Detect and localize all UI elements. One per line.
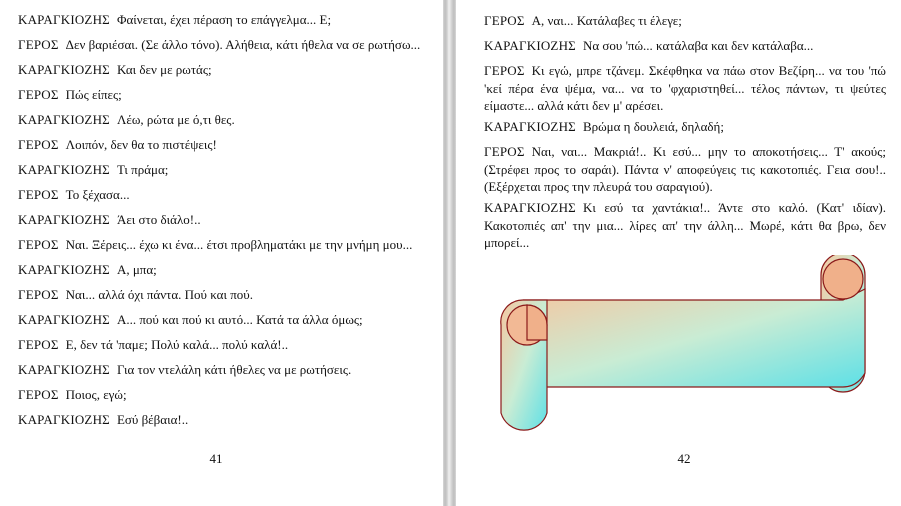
book-gutter <box>443 0 456 506</box>
speaker-name: ΓΕΡΟΣ <box>18 237 59 252</box>
dialogue-text: Ναι... αλλά όχι πάντα. Πού και πού. <box>65 287 253 302</box>
scroll-banner-icon <box>499 255 869 437</box>
dialogue-text: Για τον ντελάλη κάτι ήθελες να με ρωτήσεις. <box>116 362 352 377</box>
speaker-name: ΓΕΡΟΣ <box>484 63 525 78</box>
dialogue-text: Α... πού και πού κι αυτό... Κατά τα άλλα όμως; <box>116 312 363 327</box>
speaker-name: ΚΑΡΑΓΚΙΟΖΗΣ <box>18 12 110 27</box>
speaker-name: ΓΕΡΟΣ <box>484 13 525 28</box>
dialogue-text: Λέω, ρώτα με ό,τι θες. <box>116 112 235 127</box>
dialogue-text: Φαίνεται, έχει πέραση το επάγγελμα... Ε; <box>116 12 332 27</box>
dialogue-text: Κι εσύ τα χαντάκια!.. Άντε στο καλό. (Κατ' ιδίαν). Κακοτοπιές απ' την μια... λίρες απ' την άλλη... Μωρέ, κάτι θα βρω, δεν μπορεί... <box>484 200 886 250</box>
speaker-name: ΓΕΡΟΣ <box>18 87 59 102</box>
dialogue-text: Εσύ βέβαια!.. <box>116 412 189 427</box>
dialogue-text: Ναι. Ξέρεις... έχω κι ένα... έτσι προβληματάκι με την μνήμη μου... <box>65 237 413 252</box>
dialogue-text: Α, μπα; <box>116 262 157 277</box>
dialogue-line <box>18 337 288 353</box>
dialogue-text: Βρώμα η δουλειά, δηλαδή; <box>582 119 724 134</box>
speaker-name: ΚΑΡΑΓΚΙΟΖΗΣ <box>18 112 110 127</box>
speaker-name: ΚΑΡΑΓΚΙΟΖΗΣ <box>18 262 110 277</box>
dialogue-line <box>18 412 188 428</box>
dialogue-line <box>18 87 122 103</box>
dialogue-paragraph <box>484 199 886 252</box>
dialogue-paragraph <box>484 37 886 55</box>
dialogue-text: Άει στο διάλο!.. <box>116 212 201 227</box>
dialogue-line <box>18 112 235 128</box>
dialogue-text: Ε, δεν τά 'παμε; Πολύ καλά... πολύ καλά!.. <box>65 337 289 352</box>
dialogue-paragraph <box>484 62 886 115</box>
dialogue-line <box>18 12 331 28</box>
speaker-name: ΓΕΡΟΣ <box>18 387 59 402</box>
dialogue-line <box>18 362 351 378</box>
speaker-name: ΓΕΡΟΣ <box>18 37 59 52</box>
dialogue-text: Και δεν με ρωτάς; <box>116 62 212 77</box>
dialogue-paragraph <box>484 143 886 196</box>
dialogue-text: Το ξέχασα... <box>65 187 130 202</box>
speaker-name: ΓΕΡΟΣ <box>18 137 59 152</box>
dialogue-text: Τι πράμα; <box>116 162 169 177</box>
dialogue-paragraph <box>484 12 886 30</box>
page-number-right: 42 <box>677 451 691 466</box>
dialogue-line <box>18 162 168 178</box>
dialogue-line <box>18 262 157 278</box>
dialogue-line <box>18 37 420 53</box>
dialogue-text: Α, ναι... Κατάλαβες τι έλεγε; <box>531 13 682 28</box>
speaker-name: ΚΑΡΑΓΚΙΟΖΗΣ <box>18 412 110 427</box>
dialogue-line <box>18 312 363 328</box>
speaker-name: ΓΕΡΟΣ <box>484 144 525 159</box>
dialogue-line <box>18 62 212 78</box>
speaker-name: ΚΑΡΑΓΚΙΟΖΗΣ <box>18 162 110 177</box>
dialogue-paragraph <box>484 118 886 136</box>
dialogue-text: Κι εγώ, μπρε τζάνεμ. Σκέφθηκα να πάω στον Βεζίρη... να του 'πώ 'κεί πέρα ένα ψέμα, να... να το 'φχαριστηθεί... τέλος πάντων, τι ψεύτες είμαστε... αλλά κάτι δεν μ' αρέσει. <box>484 63 886 113</box>
dialogue-text: Λοιπόν, δεν θα το πιστέψεις! <box>65 137 217 152</box>
dialogue-text: Δεν βαριέσαι. (Σε άλλο τόνο). Αλήθεια, κάτι ήθελα να σε ρωτήσω... <box>65 37 421 52</box>
speaker-name: ΚΑΡΑΓΚΙΟΖΗΣ <box>18 362 110 377</box>
dialogue-line <box>18 387 127 403</box>
page-number-left: 41 <box>209 451 223 466</box>
dialogue-text: Πώς είπες; <box>65 87 122 102</box>
speaker-name: ΚΑΡΑΓΚΙΟΖΗΣ <box>484 200 576 215</box>
dialogue-text: Να σου 'πώ... κατάλαβα και δεν κατάλαβα... <box>582 38 814 53</box>
dialogue-line <box>18 237 412 253</box>
dialogue-line <box>18 212 201 228</box>
speaker-name: ΚΑΡΑΓΚΙΟΖΗΣ <box>484 119 576 134</box>
dialogue-line <box>18 187 130 203</box>
left-page <box>0 0 443 506</box>
speaker-name: ΓΕΡΟΣ <box>18 187 59 202</box>
dialogue-text: Ναι, ναι... Μακριά!.. Κι εσύ... μην το αποκοτήσεις... Τ' ακούς; (Στρέφει προς το σαράι). Πάντα ν' αποφεύγεις τις κακοτοπιές. Γεια σου!.. (Εξέρχεται προς την πλευρά του σαραγιού). <box>484 144 886 194</box>
speaker-name: ΚΑΡΑΓΚΙΟΖΗΣ <box>18 62 110 77</box>
dialogue-line <box>18 287 253 303</box>
speaker-name: ΚΑΡΑΓΚΙΟΖΗΣ <box>18 312 110 327</box>
dialogue-text: Ποιος, εγώ; <box>65 387 127 402</box>
speaker-name: ΚΑΡΑΓΚΙΟΖΗΣ <box>18 212 110 227</box>
dialogue-line <box>18 137 217 153</box>
speaker-name: ΓΕΡΟΣ <box>18 337 59 352</box>
speaker-name: ΓΕΡΟΣ <box>18 287 59 302</box>
speaker-name: ΚΑΡΑΓΚΙΟΖΗΣ <box>484 38 576 53</box>
